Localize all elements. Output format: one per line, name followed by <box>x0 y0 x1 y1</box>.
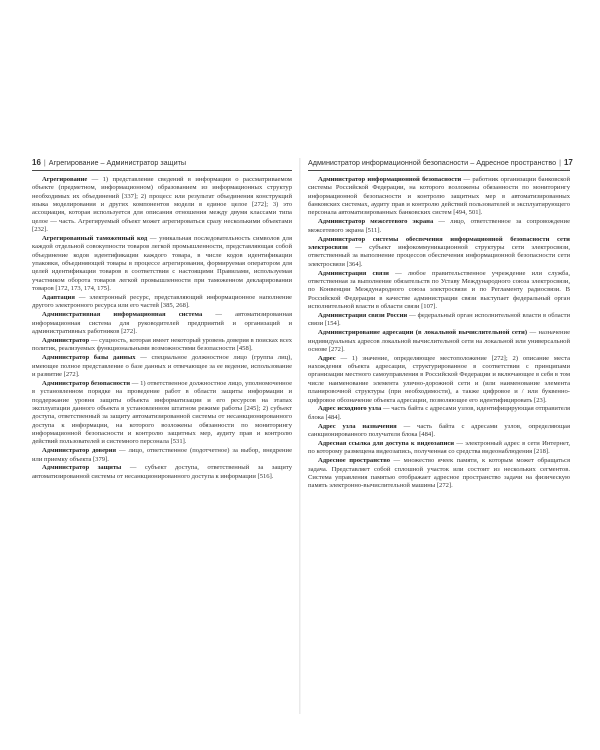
entry-definition: — лицо, ответственное за сопровождение межсетевого экрана [511]. <box>308 218 570 234</box>
dictionary-entry <box>308 312 570 329</box>
entry-term: Администрация связи <box>318 269 389 277</box>
dictionary-entry <box>308 236 570 269</box>
book-spread <box>24 158 576 714</box>
dictionary-entry <box>32 447 292 464</box>
entry-definition: — 1) ответственное должностное лицо, уполномоченное в установленном порядке на проведение работ в области защиты информации и поддержание уровня защиты объекта информатизации и его ресурсов на этапах эксплуатации данного объекта в установленном штатном режиме работы [245]; 2) субъект доступа, ответственный за защиту автоматизированной системы от несанкционированного доступа к информации, на которого возложены обязанности по мониторингу информационной безопасности и контролю защитных мер, аудиту прав и контролю действий пользователей и системного персонала [531]. <box>32 379 293 446</box>
entry-definition: — любое правительственное учреждение или служба, ответственная за выполнение обязательств по Уставу Международного союза электросвязи, по Конвенции Международного союза электросвязи и по Регламенту радиосвязи. В Российской Федерации в качестве администрации связи выступает федеральный орган исполнительной власти в области связи [107]. <box>308 269 570 310</box>
dictionary-entry <box>32 235 292 293</box>
left-page <box>32 158 292 714</box>
entry-term: Адрес <box>318 354 336 362</box>
dictionary-entry <box>308 270 570 312</box>
entry-definition: — электронный ресурс, представляющий информационное наполнение другого электронного ресурса или его частей [385, 268]. <box>32 294 292 310</box>
entry-definition: — специальное должностное лицо (группа лиц), имеющее полное представление о базе данных и отвечающее за ее ведение, использование и развитие [272]. <box>32 354 292 378</box>
dictionary-entry <box>308 355 570 405</box>
dictionary-entry <box>32 464 292 481</box>
right-page <box>308 158 573 714</box>
dictionary-entry <box>32 176 292 234</box>
left-running-head-text: Агрегирование – Администратор защиты <box>48 158 187 167</box>
entry-term: Администратор защиты <box>42 464 122 472</box>
entry-term: Администратор <box>42 336 90 344</box>
entry-definition: — множество ячеек памяти, к которым может обращаться задача. Представляет собой сплошной участок или состоит из нескольких сегментов. Система управления памятью отображает адресное пространство задачи на физическую память электронно-вычислительной машины [272]. <box>308 457 570 490</box>
entry-term: Администратор доверия <box>42 447 117 455</box>
left-page-number: 16 <box>32 158 41 167</box>
dictionary-entry <box>308 405 570 422</box>
entry-term: Администратор информационной безопасности <box>318 176 462 183</box>
entry-definition: — федеральный орган исполнительной власти в области связи [154]. <box>308 311 570 328</box>
dictionary-entry <box>32 311 292 336</box>
entry-term: Администрирование адресации (в локальной вычислительной сети) <box>318 329 528 337</box>
left-running-head: 16 | Агрегирование – Администратор защиты <box>32 158 292 171</box>
entry-term: Администратор системы обеспечения информационной безопасности сети электросвязи <box>308 235 570 251</box>
entry-definition: — часть байта с адресами узлов, определяющая санкционированного получателя блока [484]. <box>308 422 570 439</box>
entry-definition: — электронный адрес в сети Интернет, по которому размещена видеозапись, полученная со средства видеонаблюдения [218]. <box>308 440 570 456</box>
dictionary-entry <box>308 218 570 235</box>
right-entries <box>308 176 570 491</box>
entry-term: Администратор безопасности <box>42 379 131 387</box>
entry-definition: — автоматизированная информационная система для руководителей предприятий и организаций и административных работников [272]. <box>32 311 292 335</box>
dictionary-entry <box>32 380 292 447</box>
entry-definition: — лицо, ответственное (подотчетное) за выбор, внедрение или приемку объекта [379]. <box>32 447 292 463</box>
left-entries <box>32 176 292 481</box>
right-running-head: Администратор информационной безопасности – Адресное пространство | 17 <box>308 158 570 171</box>
right-running-head-text: Администратор информационной безопасности – Адресное пространство <box>308 158 557 167</box>
entry-definition: — 1) значение, определяющее местоположение [272]; 2) описание места нахождения объекта адресации, структурированное в соответствии с принципами организации местного самоуправления в Российской Федерации и включающее в себя в том числе наименование элемента улично-дорожной сети и (или наименование элемента планировочной структуры (при необходимости), а также цифровое и / или буквенно-цифровое обозначение объекта адресации, позволяющее его идентифицировать [23]. <box>308 354 570 404</box>
entry-definition: — уникальная последовательность символов для каждой отдельной совокупности товаров легкой промышленности, представляющая собой объединение кодов идентификации каждого товара, в числе кодов идентификации упаковки, объединяющей товары в процессе агрегирования, формируемая оператором для целей идентификации товаров в соответствии с настоящими Правилами, используемая участником оборота товаров легкой промышленности при таможенном декларировании товаров [172, 173, 174, 175]. <box>32 235 292 293</box>
dictionary-entry <box>32 354 292 379</box>
entry-term: Адрес узла назначения <box>318 422 397 430</box>
dictionary-entry <box>308 329 570 354</box>
entry-term: Адресное пространство <box>318 457 391 465</box>
dictionary-entry <box>32 294 292 311</box>
entry-term: Администратор межсетевого экрана <box>318 218 434 226</box>
dictionary-entry <box>308 440 570 457</box>
entry-term: Адаптация <box>42 294 75 301</box>
entry-term: Агрегирование <box>42 176 88 183</box>
dictionary-entry <box>308 423 570 440</box>
entry-definition: — 1) представление сведений в информации о рассматриваемом объекте (предметном, информационном) образованием из информационных структур необходимых их объединений [337]; 2) процесс или результат объединения конструкций языка моделирования и других компонентов модели в единое целое [272]; 3) это ассоциация, которая используется для описания отношения между двумя классами типа целое — часть. Агрегируемый объект может агрегироваться сразу несколькими объектами [232]. <box>32 176 292 234</box>
entry-term: Агрегированный таможенный код <box>42 235 148 242</box>
entry-definition: — работник организации банковской системы Российской Федерации, на которого возложены обязанности по мониторингу информационной безопасности и контролю защитных мер в автоматизированных банковских системах, аудиту прав и контролю действий пользователей и эксплуатирующего персонала автоматизированных банковских систем [494, 501]. <box>308 176 570 217</box>
dictionary-entry <box>308 176 570 218</box>
dictionary-entry <box>32 337 292 354</box>
entry-term: Администрация связи России <box>318 311 408 319</box>
entry-term: Адрес исходного узла <box>318 405 382 413</box>
entry-definition: — сущность, которая имеет некоторый уровень доверия в поисках всех политик, реализуемых функциональными возможностями безопасности [458]. <box>32 336 292 353</box>
entry-term: Адресная ссылка для доступа к видеозаписи <box>318 440 455 447</box>
entry-term: Административная информационная система <box>42 311 203 319</box>
dictionary-entry <box>308 457 570 490</box>
entry-definition: — назначение индивидуальных адресов локальной вычислительной сети на локальной или универсальной основе [272]. <box>308 329 570 353</box>
entry-definition: — субъект инфокоммуникационной структуры сети электросвязи, ответственный за выполнение процессов обеспечения информационной безопасности сети электросвязи [364]. <box>308 243 570 268</box>
entry-term: Администратор базы данных <box>42 354 136 362</box>
entry-definition: — субъект доступа, ответственный за защиту автоматизированной системы от несанкционированного доступа к информации [516]. <box>32 464 292 480</box>
right-page-number: 17 <box>563 158 573 167</box>
entry-definition: — часть байта с адресами узлов, идентифицирующая отправителя блока [484]. <box>308 405 571 421</box>
book-gutter <box>299 158 301 714</box>
